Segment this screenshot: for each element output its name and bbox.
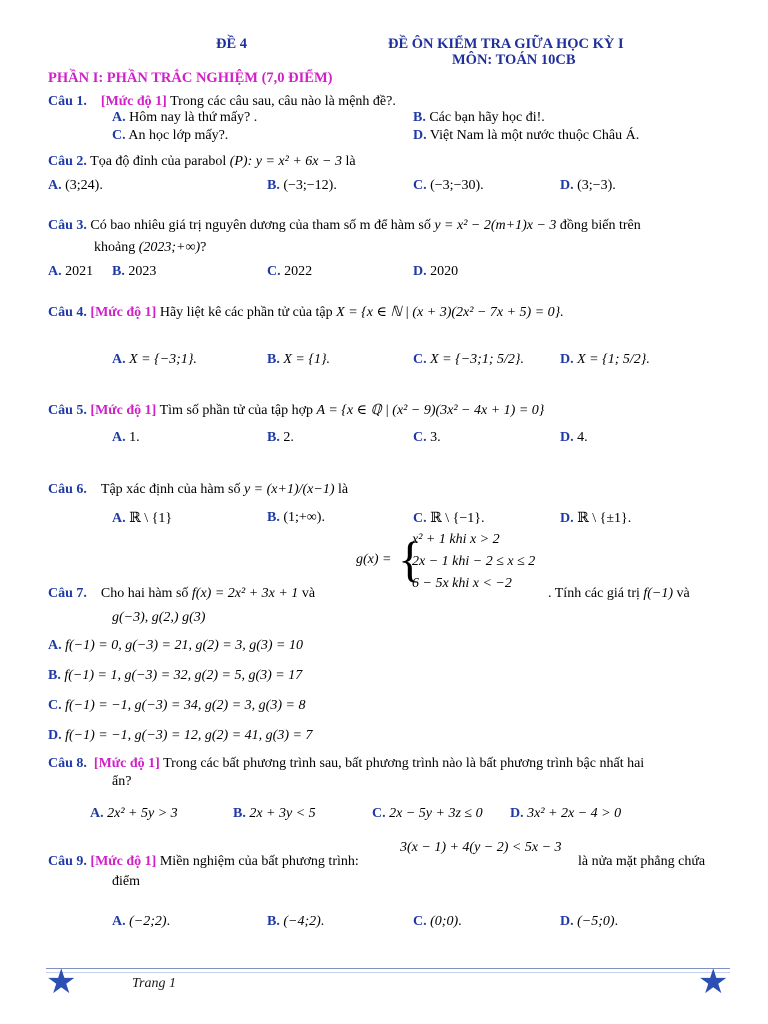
level-tag: [Mức độ 1] [100,94,167,109]
option-b: B. X = {1}. [267,352,331,367]
option-c: C. 2x − 5y + 3z ≤ 0 [372,806,483,821]
function-formula: y = x² − 2(m+1)x − 3 [434,218,557,233]
option-b: B. (1;+∞). [267,510,325,525]
question-7-line2: g(−3), g(2,) g(3) [112,610,206,625]
question-9-tail: là nửa mặt phẳng chứa [578,854,706,869]
option-d: D. f(−1) = −1, g(−3) = 12, g(2) = 41, g(3) = 7 [48,728,313,743]
option-c: C. X = {−3;1; 5/2}. [413,352,524,367]
option-c: C. ℝ \ {−1}. [413,511,485,526]
option-c: C. 3. [413,430,441,445]
option-a: A. 1. [112,430,140,445]
question-7: Câu 7. Cho hai hàm số f(x) = 2x² + 3x + 1 và [48,586,316,601]
question-number: Câu 1. [48,94,87,109]
option-a: A. (3;24). [48,178,103,193]
question-8-line2: ẩn? [112,774,132,789]
option-d: D. 4. [560,430,588,445]
star-icon-right: ★ [698,964,729,1001]
page-number: Trang 1 [132,976,176,991]
option-d: D. ℝ \ {±1}. [560,511,632,526]
option-b: B. Các bạn hãy học đi!. [413,110,545,125]
set-formula: A = {x ∈ ℚ | (x² − 9)(3x² − 4x + 1) = 0} [316,403,545,418]
option-d: D. 3x² + 2x − 4 > 0 [510,806,622,821]
question-4: Câu 4. [Mức độ 1] Hãy liệt kê các phần tử của tập X = {x ∈ ℕ | (x + 3)(2x² − 7x + 5) = 0}. [48,305,564,320]
option-b: B. 2023 [112,264,157,279]
option-b: B. (−3;−12). [267,178,337,193]
exam-number: ĐỀ 4 [216,36,248,52]
question-2: Câu 2. Tọa độ đỉnh của parabol (P): y = x² + 6x − 3 là [48,154,356,169]
brace-icon: { [398,531,422,587]
question-8: Câu 8. [Mức độ 1] Trong các bất phương trình sau, bất phương trình nào là bất phương trình bậc nhất hai [48,756,645,771]
question-7-tail: . Tính các giá trị f(−1) và [548,586,690,601]
question-text: Trong các câu sau, câu nào là mệnh đề?. [170,94,396,109]
option-c: C. 2022 [267,264,313,279]
option-b: B. 2. [267,430,294,445]
question-3-line2: khoảng (2023;+∞)? [94,240,207,255]
function-formula: y = (x+1)/(x−1) [243,482,335,497]
exam-subject: MÔN: TOÁN 10CB [452,52,576,68]
question-6: Câu 6. Tập xác định của hàm số y = (x+1)/(x−1) là [48,482,349,497]
option-c: C. f(−1) = −1, g(−3) = 34, g(2) = 3, g(3) = 8 [48,698,306,713]
exam-title: ĐỀ ÔN KIỂM TRA GIỮA HỌC KỲ I [388,36,624,52]
option-d: D. 2020 [413,264,459,279]
footer-divider-light [46,972,730,973]
option-a: A. 2x² + 5y > 3 [90,806,178,821]
question-5: Câu 5. [Mức độ 1] Tìm số phần tử của tập hợp A = {x ∈ ℚ | (x² − 9)(3x² − 4x + 1) = 0} [48,403,545,418]
option-a: A. Hôm nay là thứ mấy? . [112,110,258,125]
option-b: B. 2x + 3y < 5 [233,806,316,821]
option-c: C. An học lớp mấy?. [112,128,229,143]
question-9: Câu 9. [Mức độ 1] Miền nghiệm của bất phương trình: [48,854,359,869]
question-3: Câu 3. Có bao nhiêu giá trị nguyên dương của tham số m để hàm số y = x² − 2(m+1)x − 3 đồng biến trên [48,218,641,233]
set-formula: X = {x ∈ ℕ | (x + 3)(2x² − 7x + 5) = 0}. [336,305,564,320]
option-c: C. (0;0). [413,914,462,929]
option-a: A. 2021 [48,264,94,279]
section-title: PHẦN I: PHẦN TRẮC NGHIỆM (7,0 ĐIỂM) [48,70,333,86]
option-b: B. f(−1) = 1, g(−3) = 32, g(2) = 5, g(3) = 17 [48,668,303,683]
option-a: A. ℝ \ {1} [112,511,173,526]
option-d: D. (−5;0). [560,914,619,929]
option-d: D. Việt Nam là một nước thuộc Châu Á. [413,128,640,143]
option-a: A. f(−1) = 0, g(−3) = 21, g(2) = 3, g(3) = 10 [48,638,303,653]
footer-divider [46,968,730,969]
option-c: C. (−3;−30). [413,178,484,193]
option-a: A. X = {−3;1}. [112,352,197,367]
star-icon-left: ★ [46,964,77,1001]
option-d: D. (3;−3). [560,178,616,193]
question-9-line2: điểm [112,874,140,889]
inequality-formula: 3(x − 1) + 4(y − 2) < 5x − 3 [400,840,562,855]
option-d: D. X = {1; 5/2}. [560,352,650,367]
parabol-formula: (P): y = x² + 6x − 3 [229,154,342,169]
option-a: A. (−2;2). [112,914,171,929]
question-1 [48,94,396,110]
option-b: B. (−4;2). [267,914,325,929]
